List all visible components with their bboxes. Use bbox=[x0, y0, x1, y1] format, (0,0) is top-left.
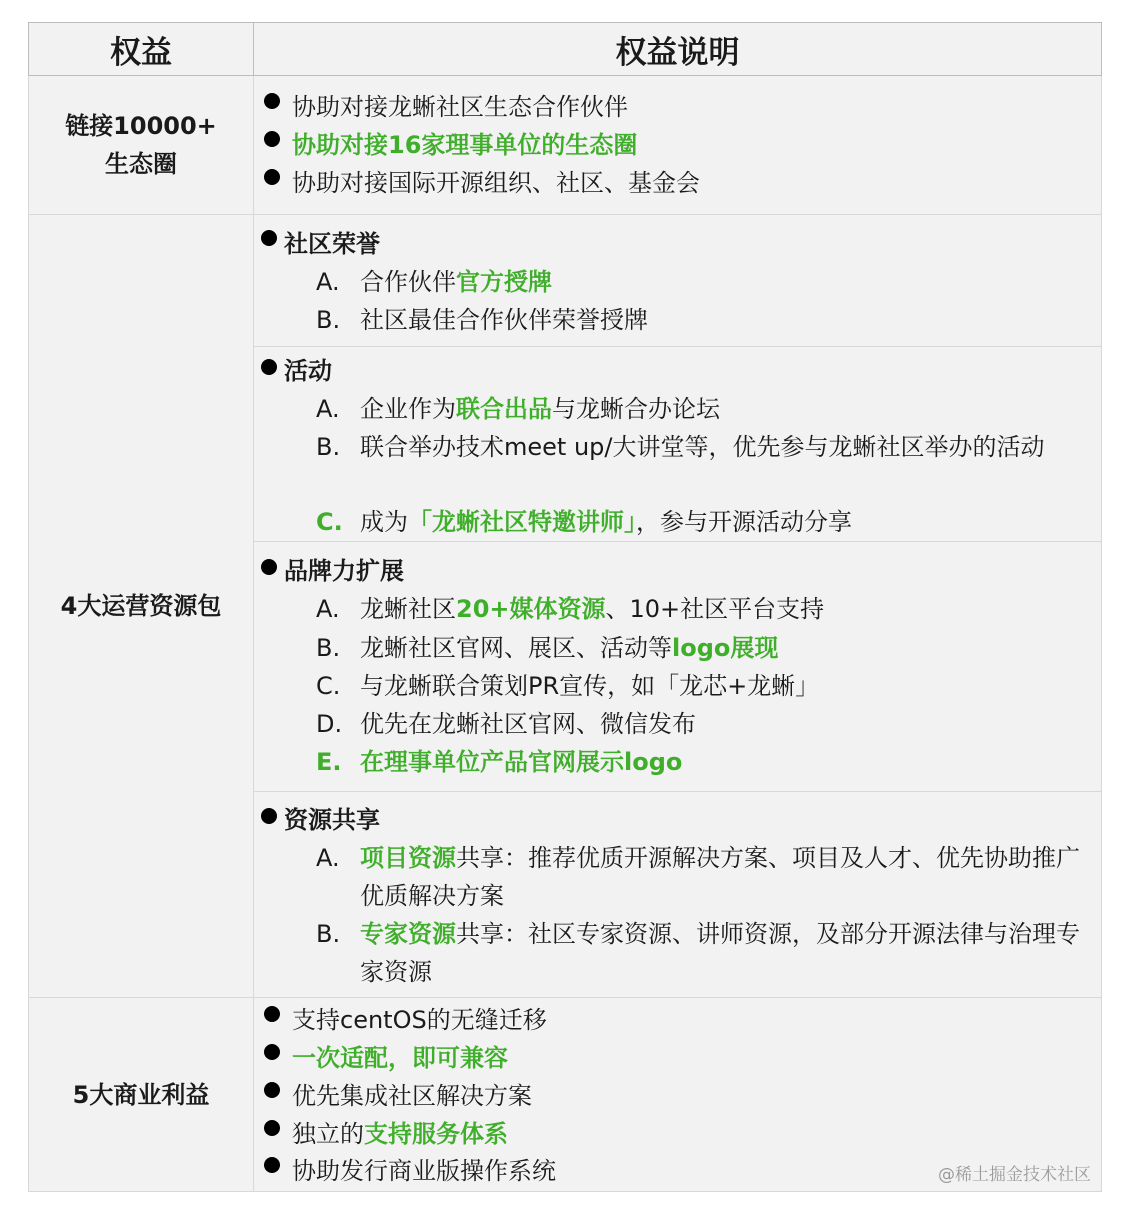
bullet-icon bbox=[264, 1157, 280, 1173]
header-benefit: 权益 bbox=[29, 23, 254, 76]
section-title: 资源共享 bbox=[284, 806, 380, 834]
list-item: 协助发行商业版操作系统 bbox=[292, 1157, 556, 1185]
bullet-icon bbox=[264, 1082, 280, 1098]
section-title: 品牌力扩展 bbox=[284, 557, 404, 585]
bullet-icon bbox=[264, 169, 280, 185]
section-title: 社区荣誉 bbox=[284, 230, 380, 258]
list-item: 龙蜥社区官网、展区、活动等logo展现 bbox=[360, 634, 779, 662]
bullet-icon bbox=[264, 131, 280, 147]
row-business-label: 5大商业利益 bbox=[29, 998, 254, 1192]
row-ecosystem-content bbox=[254, 76, 1102, 215]
list-item: 项目资源共享：推荐优质开源解决方案、项目及人才、优先协助推广优质解决方案 bbox=[360, 844, 1080, 910]
bullet-icon bbox=[261, 359, 277, 375]
list-item: 协助对接16家理事单位的生态圈 bbox=[292, 131, 638, 159]
row-operations-content bbox=[254, 215, 1102, 998]
item-letter: D. bbox=[316, 710, 343, 738]
row-ecosystem bbox=[29, 76, 1102, 215]
label-line-2: 生态圈 bbox=[105, 150, 177, 178]
list-item: 联合举办技术meet up/大讲堂等，优先参与龙蜥社区举办的活动 bbox=[360, 433, 1045, 461]
header-row bbox=[29, 23, 1102, 76]
watermark: @稀土掘金技术社区 bbox=[938, 1165, 1091, 1185]
item-letter: A. bbox=[316, 595, 340, 623]
list-item: 优先在龙蜥社区官网、微信发布 bbox=[360, 710, 696, 738]
row-ecosystem-label bbox=[29, 76, 254, 215]
item-letter: B. bbox=[316, 433, 341, 461]
bullet-icon bbox=[261, 230, 277, 246]
list-item: 社区最佳合作伙伴荣誉授牌 bbox=[360, 306, 648, 334]
list-item: 专家资源共享：社区专家资源、讲师资源，及部分开源法律与治理专家资源 bbox=[360, 920, 1080, 986]
row-operations bbox=[29, 215, 1102, 998]
section-activities bbox=[254, 347, 1101, 542]
list-item: 成为「龙蜥社区特邀讲师」，参与开源活动分享 bbox=[360, 508, 852, 536]
bullet-icon bbox=[261, 559, 277, 575]
item-letter: B. bbox=[316, 306, 341, 334]
bullet-icon bbox=[264, 93, 280, 109]
label-line-1: 链接10000+ bbox=[65, 112, 217, 140]
item-letter: A. bbox=[316, 268, 340, 296]
list-item: 一次适配，即可兼容 bbox=[292, 1044, 508, 1072]
section-resources bbox=[254, 792, 1101, 997]
item-letter: E. bbox=[316, 748, 342, 776]
list-item: 龙蜥社区20+媒体资源、10+社区平台支持 bbox=[360, 595, 825, 623]
section-honor bbox=[254, 215, 1101, 347]
list-item: 优先集成社区解决方案 bbox=[292, 1082, 532, 1110]
list-item: 企业作为联合出品与龙蜥合办论坛 bbox=[360, 395, 720, 423]
section-title: 活动 bbox=[284, 357, 332, 385]
item-letter: A. bbox=[316, 395, 340, 423]
list-item: 独立的支持服务体系 bbox=[292, 1120, 508, 1148]
header-description: 权益说明 bbox=[254, 23, 1102, 76]
item-letter: C. bbox=[316, 508, 343, 536]
list-item: 协助对接国际开源组织、社区、基金会 bbox=[292, 169, 700, 197]
bullet-icon bbox=[261, 808, 277, 824]
list-item: 合作伙伴官方授牌 bbox=[360, 268, 552, 296]
list-item: 协助对接龙蜥社区生态合作伙伴 bbox=[292, 93, 628, 121]
list-item: 支持centOS的无缝迁移 bbox=[292, 1006, 547, 1034]
row-operations-label: 4大运营资源包 bbox=[29, 215, 254, 998]
benefits-table bbox=[28, 22, 1102, 1192]
list-item: 在理事单位产品官网展示logo bbox=[360, 748, 683, 776]
item-letter: B. bbox=[316, 920, 341, 948]
item-letter: C. bbox=[316, 672, 341, 700]
list-item: 与龙蜥联合策划PR宣传，如「龙芯+龙蜥」 bbox=[360, 672, 820, 700]
item-letter: B. bbox=[316, 634, 341, 662]
section-brand bbox=[254, 542, 1101, 792]
bullet-icon bbox=[264, 1120, 280, 1136]
bullet-icon bbox=[264, 1006, 280, 1022]
item-letter: A. bbox=[316, 844, 340, 872]
bullet-icon bbox=[264, 1044, 280, 1060]
